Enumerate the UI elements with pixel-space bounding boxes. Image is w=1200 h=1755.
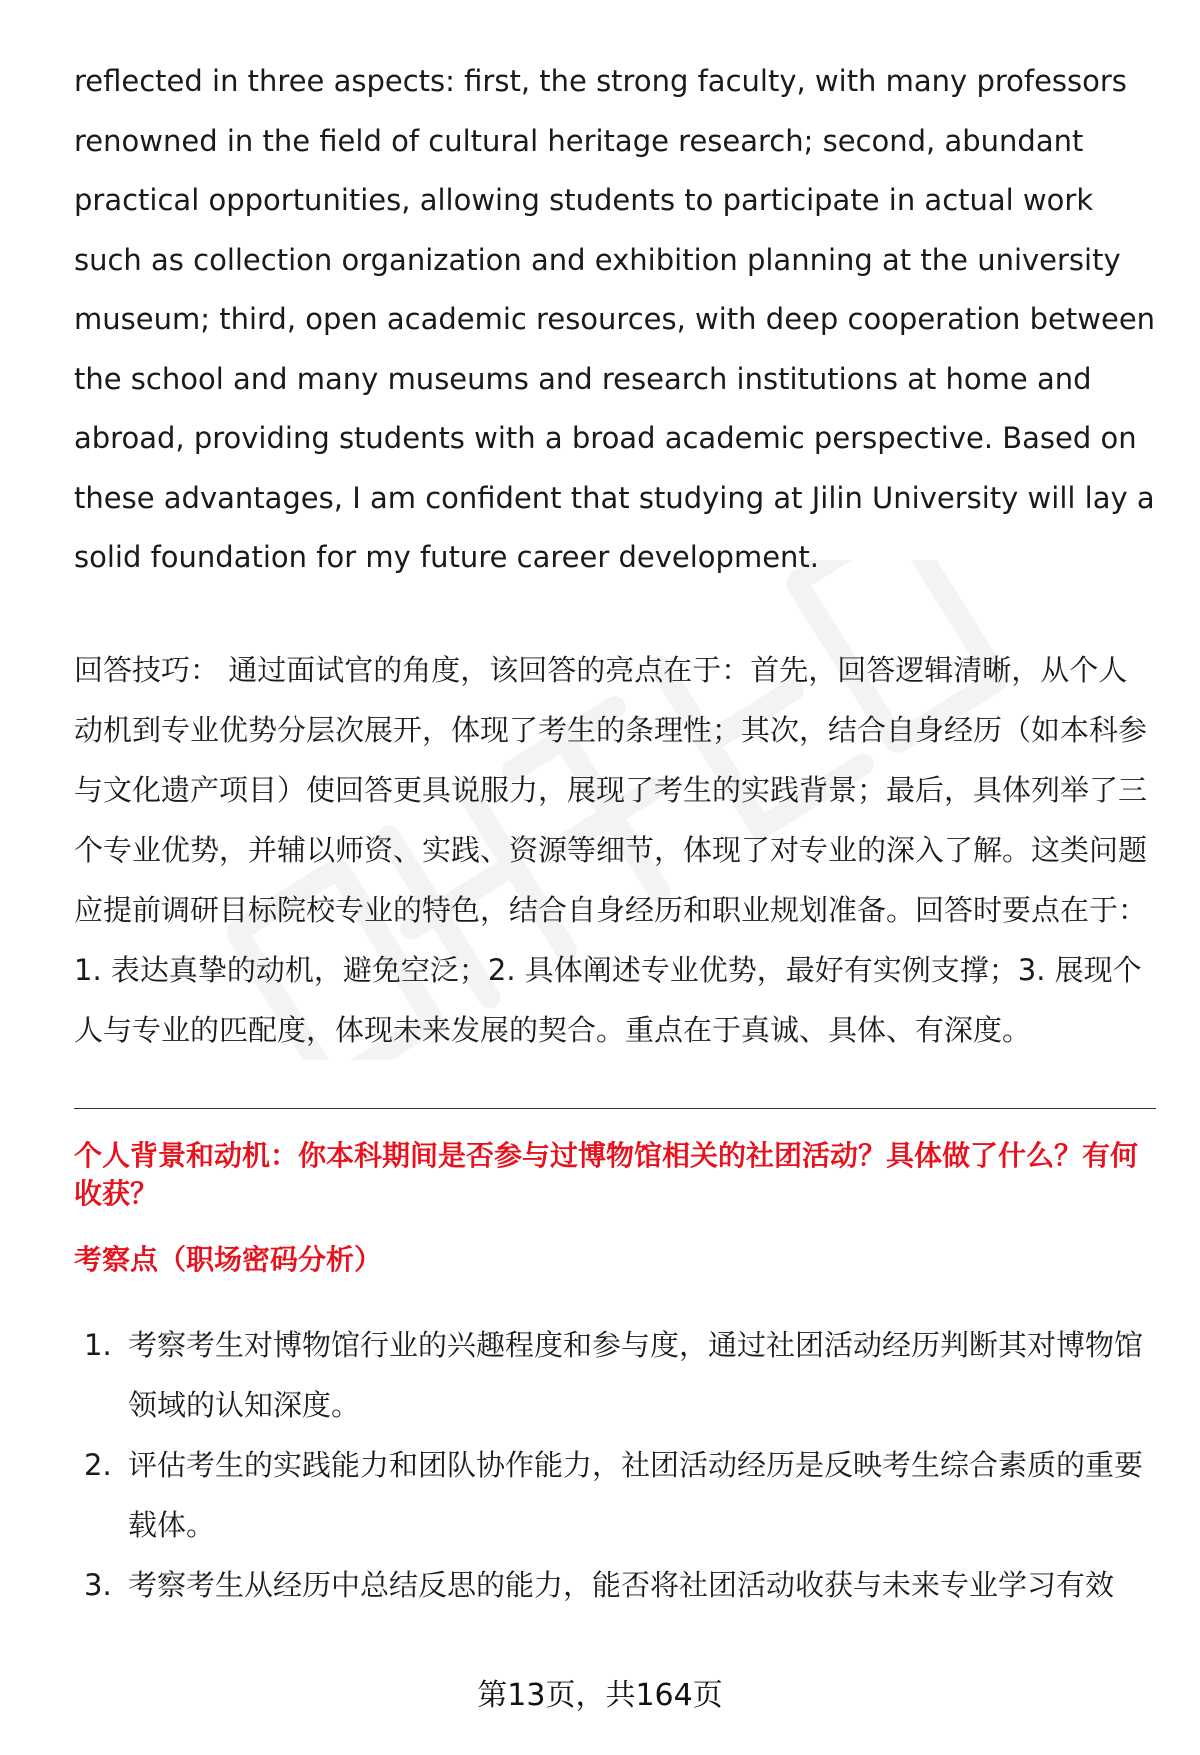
question-heading: 个人背景和动机：你本科期间是否参与过博物馆相关的社团活动？具体做了什么？有何收获？ [74, 1138, 1139, 1210]
list-item [74, 1315, 1156, 1435]
list-item-number: 1. [84, 1327, 112, 1362]
answer-tips-paragraph: 回答技巧： 通过面试官的角度，该回答的亮点在于：首先，回答逻辑清晰，从个人动机到专业优势分层次展开，体现了考生的条理性；其次，结合自身经历（如本科参与文化遗产项目）使回答更具说服力，展现了考生的实践背景；最后，具体列举了三个专业优势，并辅以师资、实践、资源等细节，体现了对专业的深入了解。这类问题应提前调研目标院校专业的特色，结合自身经历和职业规划准备。回答时要点在于：1. 表达真挚的动机，避免空泛；2. 具体阐述专业优势，最好有实例支撑；3. 展现个人与专业的匹配度，体现未来发展的契合。重点在于真诚、具体、有深度。 [74, 652, 1148, 1047]
assessment-points-title: 考察点（职场密码分析） [74, 1242, 383, 1276]
list-item [74, 1555, 1156, 1615]
list-item-text: 评估考生的实践能力和团队协作能力，社团活动经历是反映考生综合素质的重要载体。 [128, 1447, 1144, 1542]
list-item [74, 1435, 1156, 1555]
page-number-footer: 第13页，共164页 [477, 1678, 723, 1713]
list-item-number: 2. [84, 1447, 112, 1482]
list-item-text: 考察考生从经历中总结反思的能力，能否将社团活动收获与未来专业学习有效 [128, 1567, 1115, 1602]
list-item-number: 3. [84, 1567, 112, 1602]
answer-continuation-paragraph: reflected in three aspects: first, the strong faculty, with many professors renowned in the field of cultural heritage research; second, abundant practical opportunities, allowing students to participate in actual work such as collection organization and exhibition planning at the university museum; third, open academic resources, with deep cooperation between the school and many museums and research institutions at home and abroad, providing students with a broad academic perspective. Based on these advantages, I am confident that studying at Jilin University will lay a solid foundation for my future career development. [74, 64, 1156, 574]
list-item-text: 考察考生对博物馆行业的兴趣程度和参与度，通过社团活动经历判断其对博物馆领域的认知深度。 [128, 1327, 1144, 1422]
assessment-points-list [74, 1315, 1156, 1615]
section-divider [74, 1108, 1156, 1109]
page-content [74, 52, 1156, 1615]
